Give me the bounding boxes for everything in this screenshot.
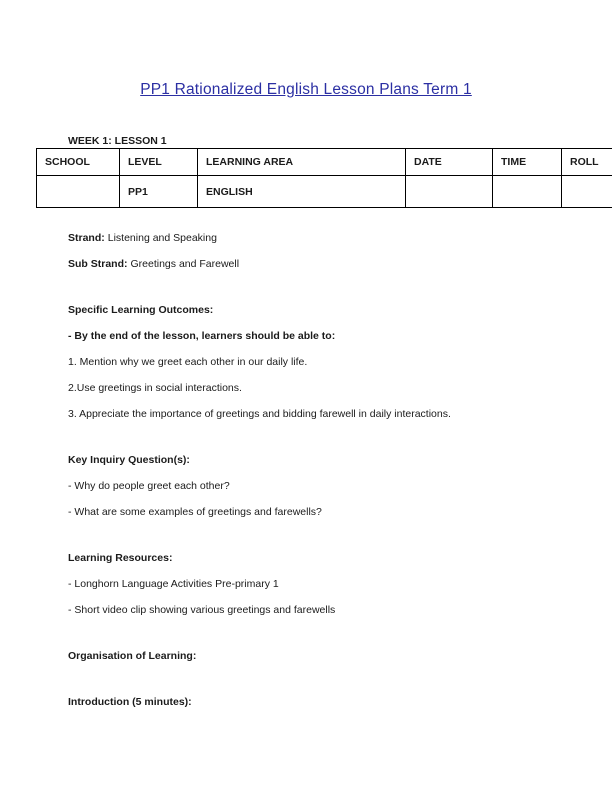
strand-label: Strand: bbox=[68, 232, 105, 244]
resource-item-1: - Longhorn Language Activities Pre-primary 1 bbox=[68, 578, 279, 590]
cell-roll-value bbox=[562, 176, 612, 208]
outcome-item-3: 3. Appreciate the importance of greetings and bidding farewell in daily interactions. bbox=[68, 408, 451, 420]
resource-item-2: - Short video clip showing various greetings and farewells bbox=[68, 604, 336, 616]
table-header-level: LEVEL bbox=[120, 149, 198, 176]
table-data-row bbox=[37, 176, 612, 208]
lesson-info-table bbox=[36, 148, 612, 208]
table-header-row bbox=[37, 149, 612, 176]
lesson-body bbox=[68, 232, 572, 709]
inquiry-item-1: - Why do people greet each other? bbox=[68, 480, 230, 492]
introduction-heading: Introduction (5 minutes): bbox=[68, 696, 192, 708]
outcomes-heading: Specific Learning Outcomes: bbox=[68, 304, 214, 316]
cell-school-value bbox=[37, 176, 120, 208]
table-header-date: DATE bbox=[406, 149, 493, 176]
inquiry-heading: Key Inquiry Question(s): bbox=[68, 454, 190, 466]
page-title-link[interactable]: PP1 Rationalized English Lesson Plans Term 1 bbox=[140, 81, 472, 98]
sub-strand-value: Greetings and Farewell bbox=[130, 258, 240, 270]
resources-heading: Learning Resources: bbox=[68, 552, 173, 564]
cell-level-value: PP1 bbox=[120, 176, 198, 208]
table-header-roll: ROLL bbox=[562, 149, 612, 176]
table-header-school: SCHOOL bbox=[37, 149, 120, 176]
strand-value: Listening and Speaking bbox=[107, 232, 217, 244]
cell-date-value bbox=[406, 176, 493, 208]
outcomes-intro: - By the end of the lesson, learners should be able to: bbox=[68, 330, 336, 342]
organisation-heading: Organisation of Learning: bbox=[68, 650, 197, 662]
strand-line bbox=[68, 232, 572, 245]
table-header-learning-area: LEARNING AREA bbox=[198, 149, 406, 176]
sub-strand-label: Sub Strand: bbox=[68, 258, 128, 270]
outcome-item-2: 2.Use greetings in social interactions. bbox=[68, 382, 242, 394]
inquiry-item-2: - What are some examples of greetings and farewells? bbox=[68, 506, 322, 518]
cell-time-value bbox=[493, 176, 562, 208]
sub-strand-line bbox=[68, 258, 572, 271]
week-lesson-label: WEEK 1: LESSON 1 bbox=[68, 135, 167, 147]
table-header-time: TIME bbox=[493, 149, 562, 176]
outcome-item-1: 1. Mention why we greet each other in our daily life. bbox=[68, 356, 308, 368]
cell-learning-area-value: ENGLISH bbox=[198, 176, 406, 208]
